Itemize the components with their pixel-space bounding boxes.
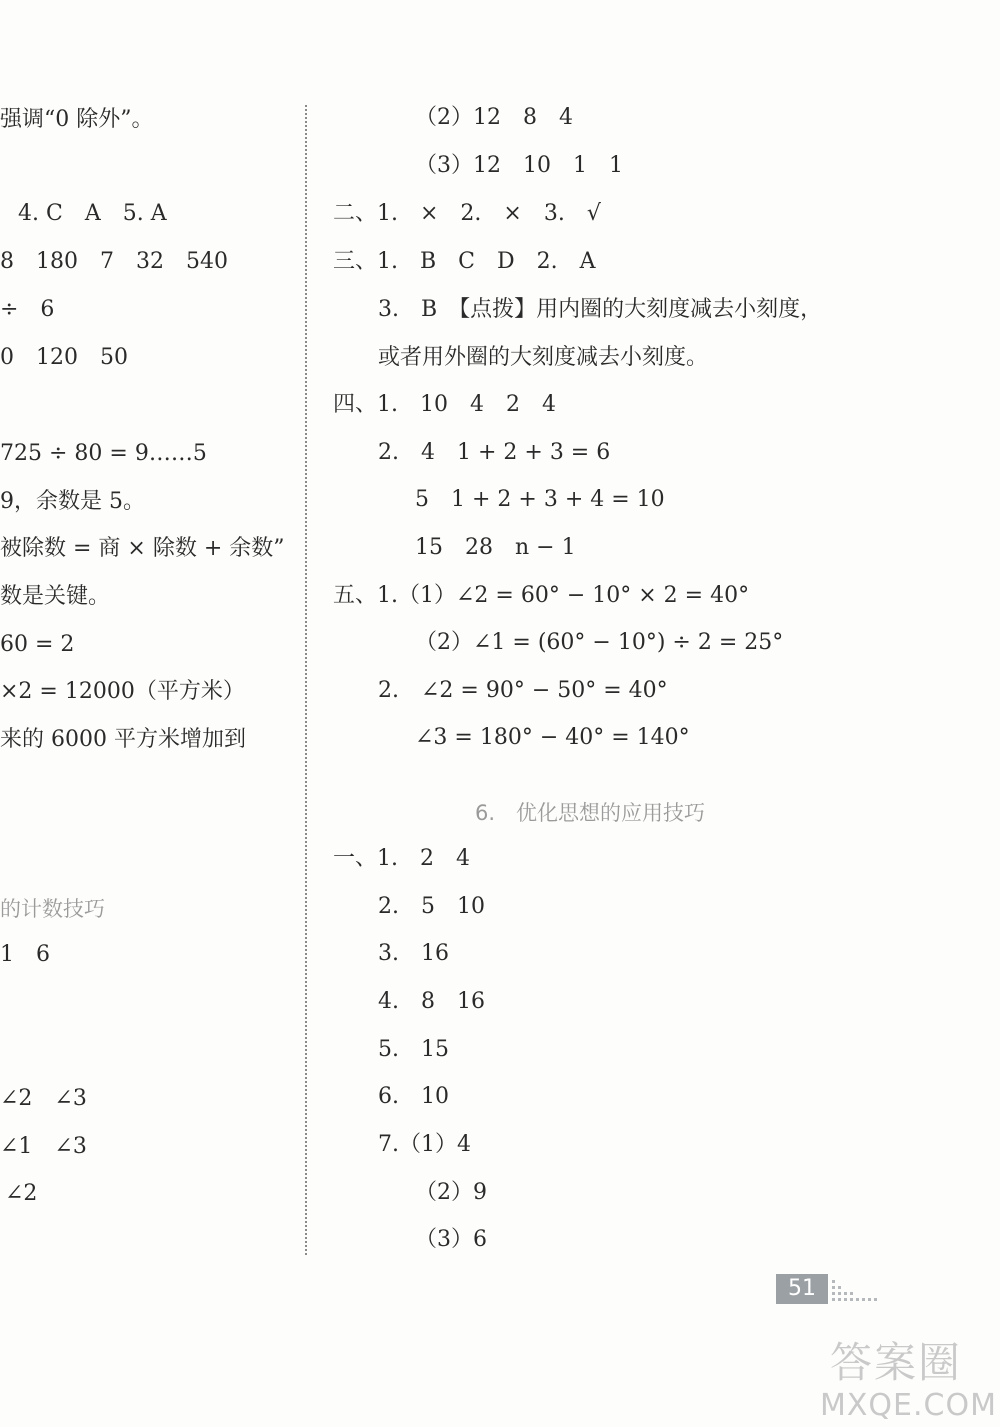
left-line-17: ∠2: [5, 1181, 38, 1206]
right-line-19: 4. 8 16: [378, 989, 485, 1014]
right-line-23: （2）9: [415, 1180, 487, 1205]
right-line-9: 5 1 + 2 + 3 + 4 = 10: [415, 487, 665, 512]
right-line-18: 3. 16: [378, 941, 449, 966]
left-line-11: ×2 = 12000（平方米）: [0, 679, 245, 704]
right-line-10: 15 28 n − 1: [415, 535, 576, 560]
right-line-6: 或者用外圈的大刻度减去小刻度。: [378, 345, 709, 370]
right-line-13: 2. ∠2 = 90° − 50° = 40°: [378, 678, 668, 703]
right-line-5: 3. B 【点拨】用内圈的大刻度减去小刻度，: [378, 297, 823, 322]
left-line-15: ∠2 ∠3: [0, 1086, 87, 1111]
page-dots-decoration: [832, 1278, 882, 1306]
left-line-5: 0 120 50: [0, 345, 128, 370]
left-line-10: 60 = 2: [0, 632, 75, 657]
right-line-12: （2）∠1 = (60° − 10°) ÷ 2 = 25°: [415, 630, 784, 655]
left-line-4: ÷ 6: [0, 297, 55, 322]
left-line-6: 725 ÷ 80 = 9……5: [0, 441, 207, 466]
left-line-9: 数是关键。: [0, 584, 111, 609]
left-line-14: 1 6: [0, 942, 50, 967]
left-line-3: 8 180 7 32 540: [0, 249, 228, 274]
watermark-url: MXQE.COM: [820, 1388, 997, 1423]
left-line-2: 4. C A 5. A: [18, 201, 167, 226]
watermark-text: 答案圈: [830, 1338, 963, 1387]
right-section-heading: 6. 优化思想的应用技巧: [475, 801, 706, 825]
left-line-7: 9，余数是 5。: [0, 489, 145, 514]
right-line-8: 2. 4 1 + 2 + 3 = 6: [378, 440, 611, 465]
left-line-8: 被除数 = 商 × 除数 + 余数”: [0, 536, 285, 561]
right-line-20: 5. 15: [378, 1037, 449, 1062]
right-line-14: ∠3 = 180° − 40° = 140°: [415, 725, 690, 750]
left-line-12: 来的 6000 平方米增加到: [0, 727, 246, 752]
right-line-11: 五、1.（1）∠2 = 60° − 10° × 2 = 40°: [333, 583, 750, 608]
left-section-heading: 的计数技巧: [0, 897, 105, 921]
right-line-7: 四、1. 10 4 2 4: [333, 392, 556, 417]
watermark: [800, 1330, 1000, 1427]
right-line-2: （3）12 10 1 1: [415, 153, 623, 178]
right-line-1: （2）12 8 4: [415, 105, 573, 130]
column-divider: [305, 105, 307, 1255]
right-line-3: 二、1. × 2. × 3. √: [333, 201, 601, 226]
right-line-21: 6. 10: [378, 1084, 449, 1109]
right-line-17: 2. 5 10: [378, 894, 485, 919]
left-line-16: ∠1 ∠3: [0, 1134, 87, 1159]
right-line-4: 三、1. B C D 2. A: [333, 249, 596, 274]
page-number-badge: 51: [776, 1274, 828, 1304]
right-line-24: （3）6: [415, 1227, 487, 1252]
left-line-1: 强调“0 除外”。: [0, 107, 154, 132]
right-line-22: 7.（1）4: [378, 1132, 471, 1157]
right-line-16: 一、1. 2 4: [333, 846, 470, 871]
